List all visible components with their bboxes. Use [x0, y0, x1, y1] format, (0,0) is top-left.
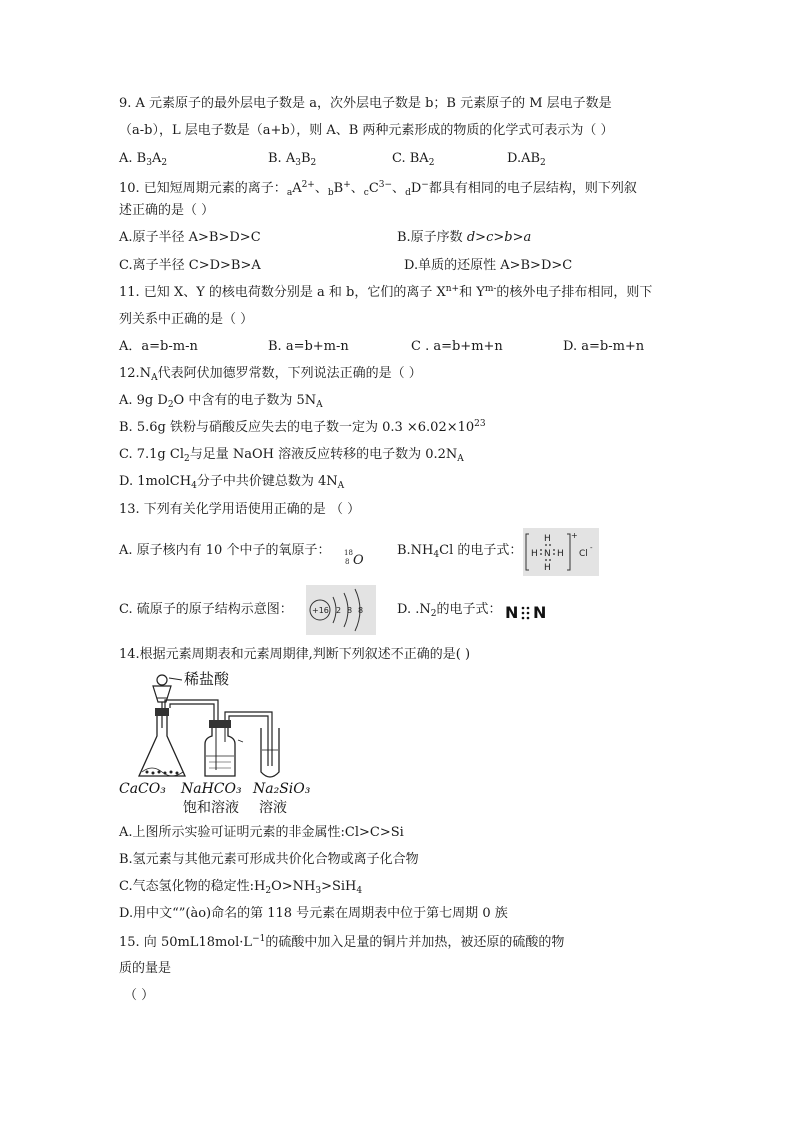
- svg-text:+16: +16: [312, 606, 329, 615]
- q9-option-b: B. $A_3B_2$: [268, 151, 317, 168]
- q11-option-b: B. a=b+m-n: [268, 339, 349, 354]
- q13-option-d: D. $.N_2$的电子式：: [397, 602, 502, 619]
- q11-option-c: C . a=b+m+n: [411, 339, 503, 354]
- apparatus-diagram: [117, 668, 317, 818]
- q12-option-c: C. 7.1g $Cl_2$与足量 NaOH 溶液反应转移的电子数为 $0.2N_A$: [119, 447, 464, 464]
- q10-option-b: B.原子序数 d>c>b>a: [397, 230, 532, 245]
- q9-option-d: $D.AB_2$: [507, 151, 546, 168]
- nitrogen-electron-formula: [503, 600, 553, 624]
- q15-line1: 15. 向 $50mL18mol\cdot L^{-1}$的硫酸中加入足量的铜片并加热，被还原的硫酸的物: [119, 934, 565, 950]
- sulfur-atom-structure-diagram: [306, 585, 376, 635]
- na2sio3-label: Na₂SiO₃: [253, 781, 311, 797]
- q15-line2: 质的量是: [119, 961, 172, 976]
- svg-text:H: H: [531, 549, 538, 559]
- q11-option-a: A．a=b-m-n: [119, 339, 198, 354]
- q10-option-a: A.原子半径 A>B>D>C: [119, 230, 261, 245]
- caco3-label: CaCO₃: [119, 781, 166, 797]
- q9-line1: 9. A 元素原子的最外层电子数是 a，次外层电子数是 b；B 元素原子的 M 层电子数是: [119, 96, 612, 111]
- dilute-hcl-label: 稀盐酸: [184, 670, 230, 688]
- q13-option-b: $B.NH_4Cl$ 的电子式：: [397, 543, 523, 560]
- q14-option-a: A.上图所示实验可证明元素的非金属性:Cl>C>Si: [119, 825, 404, 840]
- q14-option-d: D.用中文“”(ào)命名的第 118 号元素在周期表中位于第七周期 0 族: [119, 906, 508, 921]
- q14-option-b: B.氢元素与其他元素可形成共价化合物或离子化合物: [119, 852, 419, 867]
- q11-option-d: D. a=b-m+n: [563, 339, 645, 354]
- q14-line1: 14.根据元素周期表和元素周期律,判断下列叙述不正确的是( ): [119, 647, 471, 662]
- solution-label: 溶液: [259, 800, 287, 816]
- svg-text:Cl: Cl: [579, 549, 588, 559]
- svg-text:N: N: [533, 603, 547, 622]
- q13-option-a: A. 原子核内有 10 个中子的氧原子：: [119, 543, 331, 558]
- svg-text:8: 8: [345, 558, 350, 566]
- svg-text:-: -: [590, 544, 593, 552]
- q12-option-b: B. 5.6g 铁粉与硝酸反应失去的电子数一定为 $0.3 \times 6.02\times 10^{23}$: [119, 419, 486, 435]
- saturated-solution-label: 饱和溶液: [183, 800, 239, 816]
- nh4cl-electron-structure: [523, 528, 599, 576]
- q9-option-a: A. $B_3A_2$: [119, 151, 168, 168]
- q9-line2: （a-b），L 层电子数是（a+b），则 A、B 两种元素形成的物质的化学式可表示为（ ）: [119, 123, 614, 138]
- q14-option-c: C.气态氢化物的稳定性$:H_2O>NH_3>SiH_4$: [119, 879, 363, 896]
- q10-option-c: C.离子半径 C>D>B>A: [119, 258, 261, 273]
- svg-text:H: H: [544, 563, 551, 573]
- q11-line1: 11. 已知 X、Y 的核电荷数分别是 a 和 b，它们的离子 $X^{n+}$和 $Y^{m-}$的核外电子排布相同，则下: [119, 284, 653, 300]
- svg-text:18: 18: [344, 549, 353, 557]
- svg-text:O: O: [353, 553, 364, 568]
- svg-text:+: +: [571, 531, 578, 540]
- q12-option-d: D. 1molCH$_4$分子中共价键总数为 $4N_A$: [119, 474, 345, 491]
- q15-answer-blank: （ ）: [124, 988, 155, 1003]
- svg-text:8: 8: [358, 606, 364, 615]
- oxygen-isotope-symbol: [343, 545, 367, 569]
- nahco3-label: NaHCO₃: [181, 781, 242, 797]
- q10-line1: 10. 已知短周期元素的离子：$_aA^{2+}$、$_b$B+、$_cC^{3-}$、$_d$D−都具有相同的电子层结构，则下列叙: [119, 180, 637, 198]
- svg-text:H: H: [557, 549, 564, 559]
- q12-line1: $12.N_A$代表阿伏加德罗常数，下列说法正确的是（ ）: [119, 366, 422, 383]
- q10-option-d: D.单质的还原性 A>B>D>C: [404, 258, 573, 273]
- q13-option-c: C. 硫原子的原子结构示意图：: [119, 602, 293, 617]
- svg-text:N: N: [544, 549, 551, 559]
- q13-line1: 13. 下列有关化学用语使用正确的是 （ ）: [119, 502, 361, 517]
- q12-option-a: A. 9g $D_2O$ 中含有的电子数为 $5N_A$: [119, 393, 323, 410]
- svg-text:H: H: [544, 534, 551, 544]
- q11-line2: 列关系中正确的是（ ）: [119, 312, 254, 327]
- svg-text:2: 2: [336, 606, 342, 615]
- q10-line2: 述正确的是（ ）: [119, 203, 215, 218]
- svg-text:N: N: [505, 603, 519, 622]
- svg-text:8: 8: [347, 606, 353, 615]
- q9-option-c: C. $BA_2$: [392, 151, 435, 168]
